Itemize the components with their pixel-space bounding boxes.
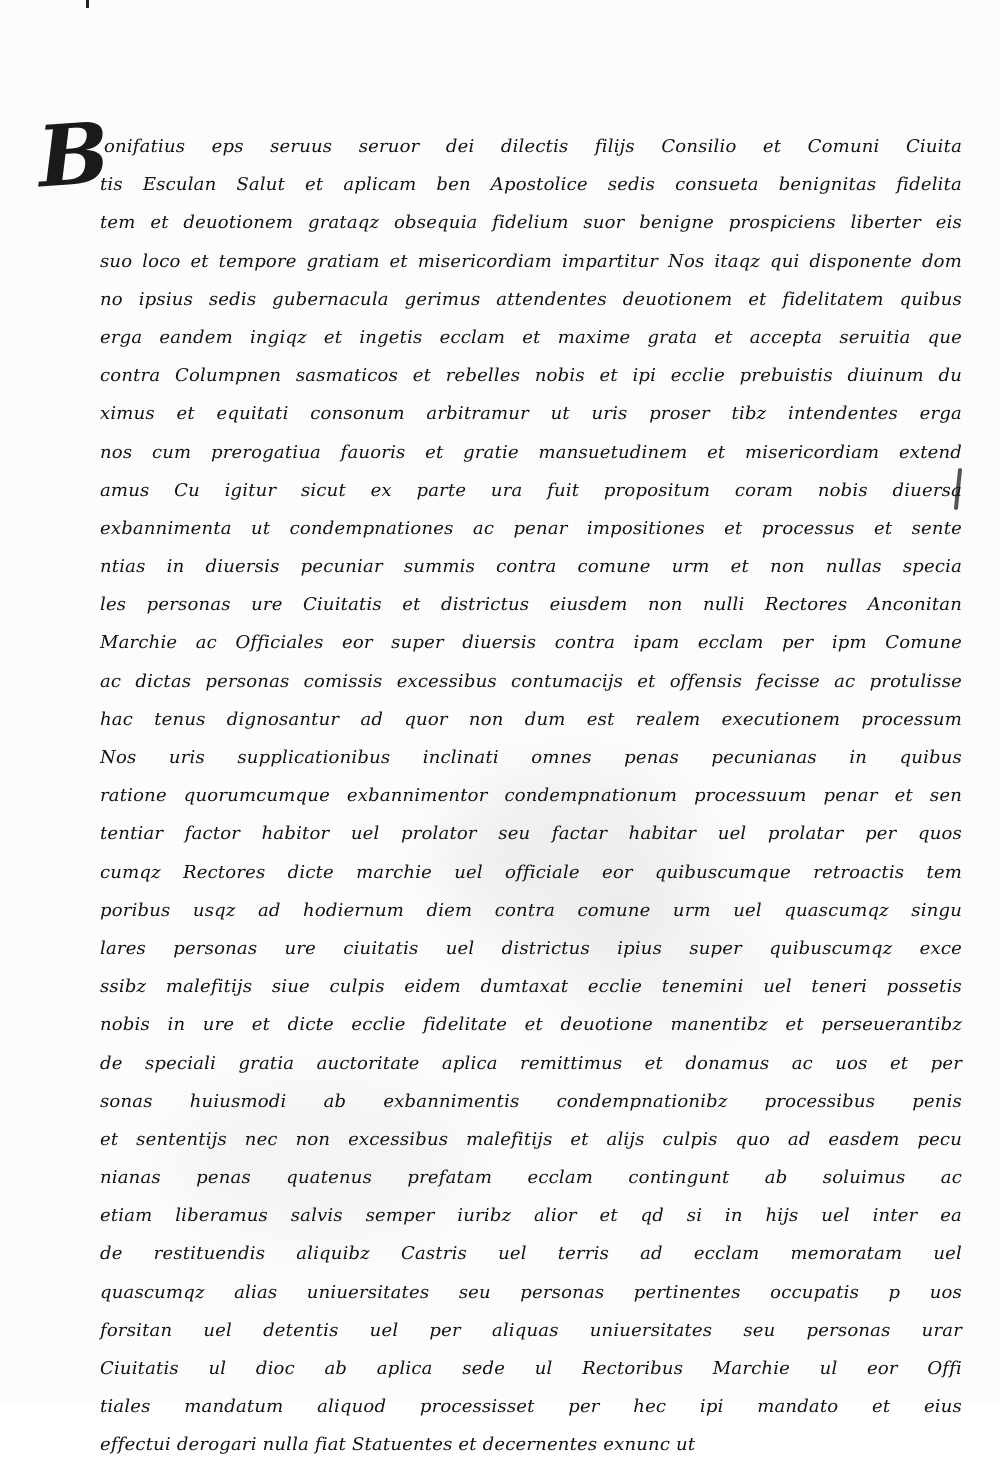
manuscript-line: Ciuitatis ul dioc ab aplica sede ul Rectoribus Marchie ul eor Offi — [100, 1358, 962, 1379]
decorated-initial: B — [34, 102, 113, 207]
manuscript-line: nobis in ure et dicte ecclie fidelitate et deuotione manentibz et perseuerantibz — [100, 1014, 962, 1036]
manuscript-line: ratione quorumcumque exbannimentor condempnationum processuum penar et sen — [100, 785, 962, 807]
manuscript-line: et sententijs nec non excessibus malefitijs et alijs culpis quo ad easdem pecu — [100, 1128, 962, 1150]
manuscript-line: contra Columpnen sasmaticos et rebelles nobis et ipi ecclie prebuistis diuinum du — [100, 365, 962, 387]
manuscript-line: les personas ure Ciuitatis et districtus eiusdem non nulli Rectores Anconitan — [100, 594, 962, 616]
manuscript-line: suo loco et tempore gratiam et misericordiam impartitur Nos itaqz qui disponente dom — [100, 250, 962, 272]
manuscript-line: tiales mandatum aliquod processisset per hec ipi mandato et eius — [100, 1396, 962, 1418]
manuscript-line: etiam liberamus salvis semper iuribz alior et qd si in hijs uel inter ea — [100, 1205, 962, 1227]
manuscript-line: tis Esculan Salut et aplicam ben Apostolice sedis consueta benignitas fidelita — [100, 174, 962, 196]
manuscript-line: lares personas ure ciuitatis uel districtus ipius super quibuscumqz exce — [100, 937, 962, 959]
manuscript-line: quascumqz alias uniuersitates seu personas pertinentes occupatis p uos — [100, 1281, 962, 1303]
manuscript-line: forsitan uel detentis uel per aliquas uniuersitates seu personas urar — [100, 1319, 962, 1341]
manuscript-line: nos cum prerogatiua fauoris et gratie mansuetudinem et misericordiam extend — [100, 441, 962, 463]
manuscript-line: Marchie ac Officiales eor super diuersis contra ipam ecclam per ipm Comune — [100, 632, 962, 654]
manuscript-line: onifatius eps seruus seruor dei dilectis filijs Consilio et Comuni Ciuita — [104, 136, 962, 157]
manuscript-line: nianas penas quatenus prefatam ecclam contingunt ab soluimus ac — [100, 1167, 962, 1189]
manuscript-line: de restituendis aliquibz Castris uel terris ad ecclam memoratam uel — [100, 1243, 962, 1265]
manuscript-text — [100, 128, 962, 1465]
manuscript-line: ac dictas personas comissis excessibus contumacijs et offensis fecisse ac protulisse — [100, 670, 962, 692]
manuscript-line: exbannimenta ut condempnationes ac penar impositiones et processus et sente — [100, 517, 962, 539]
manuscript-line: no ipsius sedis gubernacula gerimus attendentes deuotionem et fidelitatem quibus — [100, 288, 962, 310]
manuscript-line: hac tenus dignosantur ad quor non dum est realem executionem processum — [100, 708, 962, 730]
manuscript-line: ntias in diuersis pecuniar summis contra comune urm et non nullas specia — [100, 556, 962, 578]
manuscript-line: sonas huiusmodi ab exbannimentis condempnationibz processibus penis — [100, 1090, 962, 1112]
manuscript-line: erga eandem ingiqz et ingetis ecclam et maxime grata et accepta seruitia que — [100, 326, 962, 348]
manuscript-line: Nos uris supplicationibus inclinati omnes penas pecunianas in quibus — [100, 747, 962, 768]
manuscript-line: tem et deuotionem grataqz obsequia fidelium suor benigne prospiciens liberter eis — [100, 212, 962, 234]
manuscript-line: cumqz Rectores dicte marchie uel officiale eor quibuscumque retroactis tem — [100, 861, 962, 883]
corner-mark — [86, 0, 89, 8]
manuscript-line: amus Cu igitur sicut ex parte ura fuit propositum coram nobis diuersa — [100, 479, 962, 501]
manuscript-line: de speciali gratia auctoritate aplica remittimus et donamus ac uos et per — [100, 1052, 962, 1074]
manuscript-line: ximus et equitati consonum arbitramur ut uris proser tibz intendentes erga — [100, 403, 962, 425]
manuscript-line: ssibz malefitijs siue culpis eidem dumtaxat ecclie tenemini uel teneri possetis — [100, 976, 962, 998]
manuscript-line: tentiar factor habitor uel prolator seu factar habitar uel prolatar per quos — [100, 823, 962, 845]
manuscript-line: poribus usqz ad hodiernum diem contra comune urm uel quascumqz singu — [100, 899, 962, 921]
manuscript-line: effectui derogari nulla fiat Statuentes et decernentes exnunc ut — [100, 1434, 696, 1456]
